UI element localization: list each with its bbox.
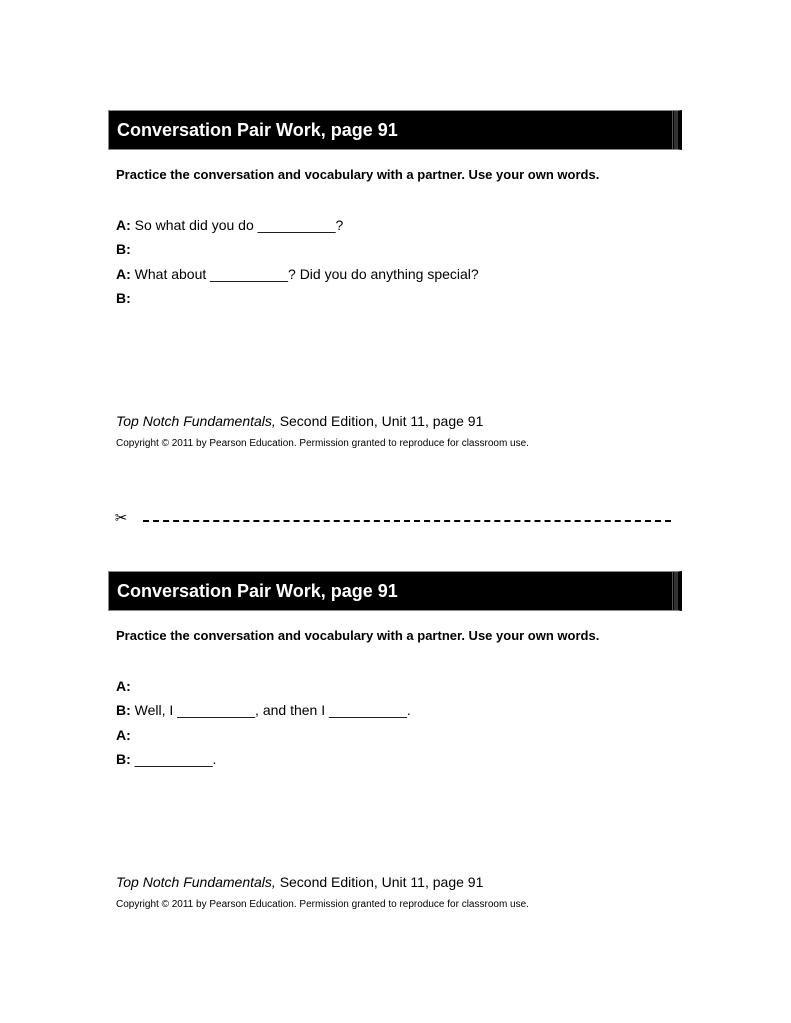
title-bar-edge — [672, 572, 673, 610]
copyright-notice: Copyright © 2011 by Pearson Education. Permission granted to reproduce for classroom use. — [116, 438, 529, 449]
cut-line — [115, 509, 685, 531]
instructions: Practice the conversation and vocabulary with a partner. Use your own words. — [116, 167, 600, 182]
dashed-line — [143, 520, 671, 522]
dialogue-line — [116, 217, 343, 233]
dialogue-line — [116, 290, 131, 306]
dialogue-line — [116, 702, 411, 718]
speaker: A: — [116, 217, 131, 233]
instructions: Practice the conversation and vocabulary with a partner. Use your own words. — [116, 628, 600, 643]
copyright-notice: Copyright © 2011 by Pearson Education. Permission granted to reproduce for classroom use. — [116, 899, 529, 910]
speaker: B: — [116, 751, 131, 767]
dialogue-line — [116, 727, 131, 743]
speaker: A: — [116, 727, 131, 743]
title-bar-edge — [672, 111, 673, 149]
card-title-bar — [108, 571, 682, 611]
dialogue-line — [116, 241, 131, 257]
speaker: B: — [116, 290, 131, 306]
card-title-bar — [108, 110, 682, 150]
pair-work-card-1 — [108, 110, 682, 449]
pair-work-card-2 — [108, 571, 682, 910]
line-text: What about __________? Did you do anything special? — [134, 266, 479, 282]
speaker: B: — [116, 241, 131, 257]
credit-detail: Second Edition, Unit 11, page 91 — [279, 874, 484, 890]
line-text: So what did you do __________? — [134, 217, 344, 233]
dialogue-line — [116, 751, 216, 767]
dialogue-line — [116, 678, 131, 694]
speaker: A: — [116, 266, 131, 282]
line-text: Well, I __________, and then I __________. — [134, 702, 411, 718]
speaker: A: — [116, 678, 131, 694]
card-title: Conversation Pair Work, page 91 — [117, 581, 398, 601]
credit-detail: Second Edition, Unit 11, page 91 — [279, 413, 484, 429]
speaker: B: — [116, 702, 131, 718]
dialogue-line — [116, 266, 479, 282]
line-text: __________. — [134, 751, 217, 767]
book-title: Top Notch Fundamentals, — [116, 874, 276, 890]
book-title: Top Notch Fundamentals, — [116, 413, 276, 429]
credit-line — [116, 413, 483, 429]
scissors-icon: ✂ — [115, 508, 128, 531]
card-title: Conversation Pair Work, page 91 — [117, 120, 398, 140]
credit-line — [116, 874, 483, 890]
